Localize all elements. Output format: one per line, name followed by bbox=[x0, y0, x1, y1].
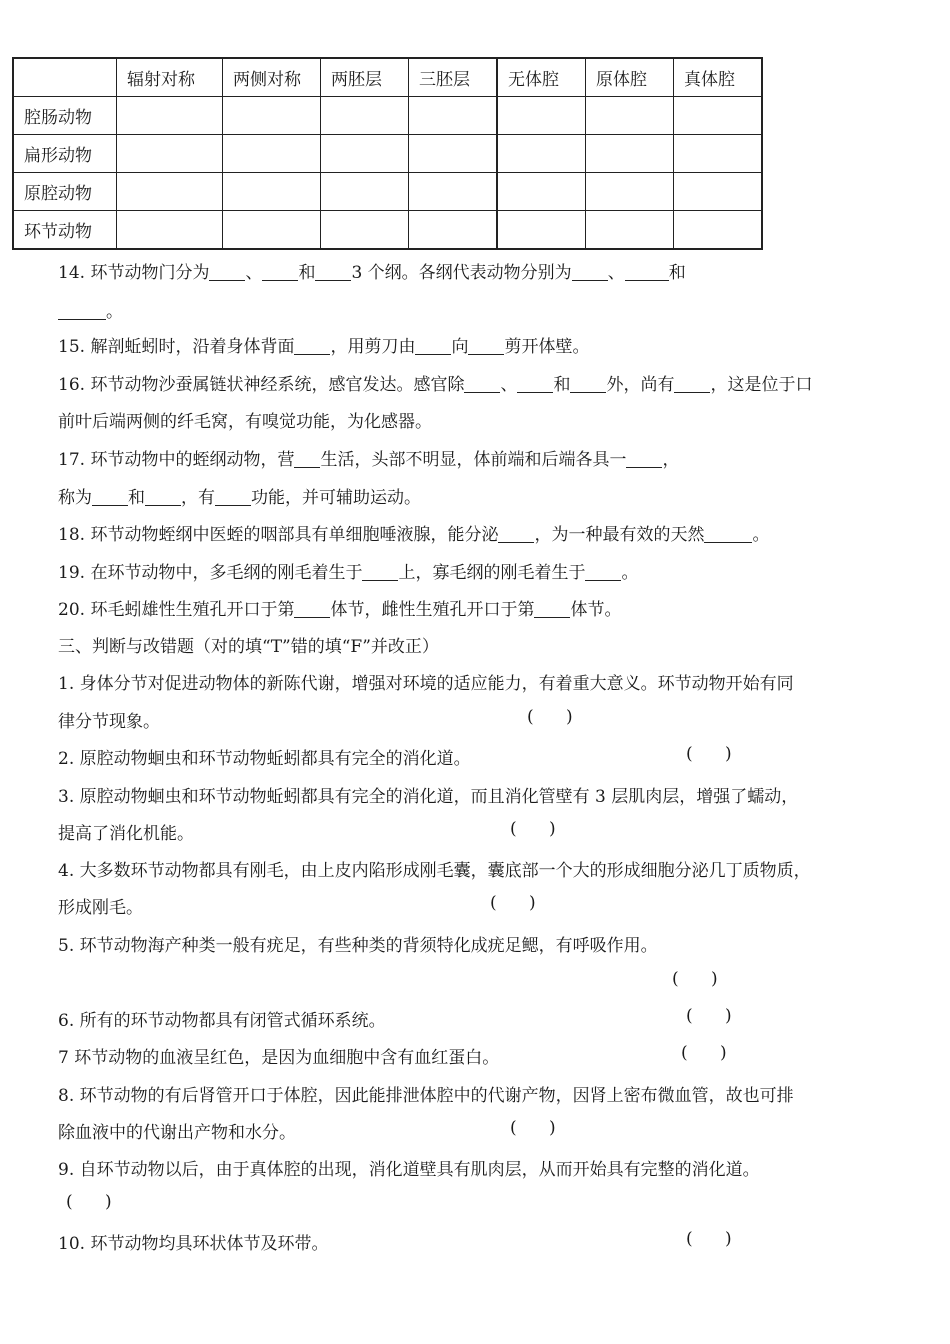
answer-parentheses[interactable]: ( ) bbox=[686, 1006, 732, 1026]
table-header-cell: 无体腔 bbox=[497, 58, 586, 97]
answer-parentheses[interactable]: ( ) bbox=[527, 707, 573, 727]
q18-text: 18. 环节动物蛭纲中医蛭的咽部具有单细胞唾液腺，能分泌 bbox=[58, 525, 499, 545]
table-cell[interactable] bbox=[409, 135, 498, 173]
table-cell[interactable] bbox=[497, 211, 586, 250]
q15-text: ，用剪刀由 bbox=[330, 337, 416, 357]
q16-text: 16. 环节动物沙蚕属链状神经系统，感官发达。感官除 bbox=[58, 375, 465, 395]
question-17 bbox=[58, 445, 679, 470]
judge-8-cont: 除血液中的代谢出产物和水分。 bbox=[58, 1123, 296, 1143]
table-cell[interactable] bbox=[409, 173, 498, 211]
judge-4: 4. 大多数环节动物都具有刚毛，由上皮内陷形成刚毛囊，囊底部一个大的形成细胞分泌几丁质物质， bbox=[58, 861, 811, 881]
answer-blank[interactable] bbox=[534, 599, 570, 618]
q14-text: 。 bbox=[106, 302, 123, 322]
q17-text: 功能，并可辅助运动。 bbox=[251, 488, 421, 508]
answer-parentheses[interactable]: ( ) bbox=[510, 819, 556, 839]
answer-blank[interactable] bbox=[572, 262, 608, 281]
question-17-cont bbox=[58, 483, 421, 508]
answer-blank[interactable] bbox=[294, 336, 330, 355]
q14-text: 、 bbox=[607, 263, 625, 283]
table-header-cell: 两胚层 bbox=[321, 58, 409, 97]
table-cell[interactable] bbox=[586, 97, 674, 135]
table-cell[interactable] bbox=[674, 97, 763, 135]
judge-9: 9. 自环节动物以后，由于真体腔的出现，消化道壁具有肌肉层，从而开始具有完整的消化道。 bbox=[58, 1160, 760, 1180]
table-header-cell: 三胚层 bbox=[409, 58, 498, 97]
table-header-cell: 真体腔 bbox=[674, 58, 763, 97]
q14-text: 、 bbox=[245, 263, 263, 283]
judge-3-cont: 提高了消化机能。 bbox=[58, 824, 194, 844]
q17-text: ， bbox=[662, 450, 680, 470]
q17-text: 生活，头部不明显，体前端和后端各具一 bbox=[320, 450, 627, 470]
q17-text: 称为 bbox=[58, 488, 92, 508]
table-cell[interactable] bbox=[409, 97, 498, 135]
q16-text: ，这是位于口 bbox=[710, 375, 813, 395]
answer-blank[interactable] bbox=[674, 374, 710, 393]
question-16-cont: 前叶后端两侧的纤毛窝，有嗅觉功能，为化感器。 bbox=[58, 412, 432, 432]
table-cell[interactable] bbox=[223, 135, 321, 173]
q20-text: 体节，雌性生殖孔开口于第 bbox=[330, 600, 535, 620]
answer-blank[interactable] bbox=[294, 449, 320, 468]
answer-blank[interactable] bbox=[215, 487, 251, 506]
question-15 bbox=[58, 332, 589, 357]
table-row-label: 环节动物 bbox=[13, 211, 117, 250]
answer-blank[interactable] bbox=[262, 262, 298, 281]
q14-text: 14. 环节动物门分为 bbox=[58, 263, 210, 283]
judge-1-cont: 律分节现象。 bbox=[58, 712, 160, 732]
q16-text: 、 bbox=[500, 375, 518, 395]
table-header-cell: 两侧对称 bbox=[223, 58, 321, 97]
table-header-cell bbox=[13, 58, 117, 97]
judge-5: 5. 环节动物海产种类一般有疣足，有些种类的背须特化成疣足鳃，有呼吸作用。 bbox=[58, 936, 658, 956]
table-cell[interactable] bbox=[321, 97, 409, 135]
table-cell[interactable] bbox=[223, 97, 321, 135]
q15-text: 向 bbox=[451, 337, 469, 357]
answer-blank[interactable] bbox=[625, 262, 669, 281]
q20-text: 20. 环毛蚓雄性生殖孔开口于第 bbox=[58, 600, 295, 620]
table-row bbox=[13, 173, 762, 211]
question-20 bbox=[58, 595, 621, 620]
table-cell[interactable] bbox=[674, 173, 763, 211]
q17-text: ，有 bbox=[181, 488, 215, 508]
answer-blank[interactable] bbox=[585, 562, 621, 581]
q18-text: ，为一种最有效的天然 bbox=[534, 525, 705, 545]
q15-text: 15. 解剖蚯蚓时，沿着身体背面 bbox=[58, 337, 295, 357]
table-cell[interactable] bbox=[223, 211, 321, 250]
answer-blank[interactable] bbox=[626, 449, 662, 468]
judge-2: 2. 原腔动物蛔虫和环节动物蚯蚓都具有完全的消化道。 bbox=[58, 749, 471, 769]
answer-blank[interactable] bbox=[570, 374, 606, 393]
answer-blank[interactable] bbox=[468, 336, 504, 355]
answer-parentheses[interactable]: ( ) bbox=[681, 1043, 727, 1063]
table-cell[interactable] bbox=[117, 211, 223, 250]
table-cell[interactable] bbox=[497, 135, 586, 173]
question-14-cont bbox=[58, 297, 123, 322]
table-header-cell: 原体腔 bbox=[586, 58, 674, 97]
answer-blank[interactable] bbox=[704, 524, 752, 543]
q17-text: 和 bbox=[128, 488, 145, 508]
q19-text: 。 bbox=[621, 563, 639, 583]
judge-10: 10. 环节动物均具环状体节及环带。 bbox=[58, 1234, 329, 1254]
q15-text: 剪开体壁。 bbox=[504, 337, 590, 357]
q17-text: 17. 环节动物中的蛭纲动物，营 bbox=[58, 450, 295, 470]
answer-blank[interactable] bbox=[58, 301, 106, 320]
section-3-title: 三、判断与改错题（对的填“T”错的填“F”并改正） bbox=[58, 637, 439, 657]
question-18 bbox=[58, 520, 769, 545]
question-16 bbox=[58, 370, 812, 395]
q14-text: 3 个纲。各纲代表动物分别为 bbox=[351, 263, 572, 283]
answer-parentheses[interactable]: ( ) bbox=[672, 969, 718, 989]
answer-blank[interactable] bbox=[415, 336, 451, 355]
table-row bbox=[13, 135, 762, 173]
q20-text: 体节。 bbox=[570, 600, 622, 620]
judge-8: 8. 环节动物的有后肾管开口于体腔，因此能排泄体腔中的代谢产物，因肾上密布微血管，故也可排 bbox=[58, 1086, 794, 1106]
q16-text: 和 bbox=[553, 375, 571, 395]
classification-table bbox=[12, 57, 763, 250]
judge-3: 3. 原腔动物蛔虫和环节动物蚯蚓都具有完全的消化道，而且消化管壁有 3 层肌肉层，增强了蠕动， bbox=[58, 787, 799, 807]
table-cell[interactable] bbox=[586, 173, 674, 211]
table-cell[interactable] bbox=[674, 211, 763, 250]
answer-blank[interactable] bbox=[209, 262, 245, 281]
table-cell[interactable] bbox=[223, 173, 321, 211]
answer-blank[interactable] bbox=[498, 524, 534, 543]
table-cell[interactable] bbox=[117, 97, 223, 135]
answer-blank[interactable] bbox=[362, 562, 398, 581]
table-header-cell: 辐射对称 bbox=[117, 58, 223, 97]
table-header-row bbox=[13, 58, 762, 97]
judge-4-cont: 形成刚毛。 bbox=[58, 898, 143, 918]
answer-blank[interactable] bbox=[92, 487, 128, 506]
q19-text: 上，寡毛纲的刚毛着生于 bbox=[398, 563, 586, 583]
table-row-label: 腔肠动物 bbox=[13, 97, 117, 135]
table-cell[interactable] bbox=[674, 135, 763, 173]
table-cell[interactable] bbox=[497, 173, 586, 211]
q14-text: 和 bbox=[668, 263, 686, 283]
answer-blank[interactable] bbox=[294, 599, 330, 618]
q14-text: 和 bbox=[298, 263, 316, 283]
q16-text: 外，尚有 bbox=[606, 375, 675, 395]
table-cell[interactable] bbox=[321, 135, 409, 173]
table-cell[interactable] bbox=[321, 173, 409, 211]
table-row-label: 扁形动物 bbox=[13, 135, 117, 173]
judge-6: 6. 所有的环节动物都具有闭管式循环系统。 bbox=[58, 1011, 386, 1031]
answer-blank[interactable] bbox=[315, 262, 351, 281]
q19-text: 19. 在环节动物中，多毛纲的刚毛着生于 bbox=[58, 563, 363, 583]
answer-blank[interactable] bbox=[145, 487, 181, 506]
answer-parentheses[interactable]: ( ) bbox=[686, 744, 732, 764]
answer-parentheses[interactable]: ( ) bbox=[510, 1118, 556, 1138]
table-cell[interactable] bbox=[409, 211, 498, 250]
table-cell[interactable] bbox=[117, 135, 223, 173]
table-cell[interactable] bbox=[321, 211, 409, 250]
answer-parentheses[interactable]: ( ) bbox=[490, 893, 536, 913]
question-14 bbox=[58, 258, 686, 283]
table-row-label: 原腔动物 bbox=[13, 173, 117, 211]
question-19 bbox=[58, 558, 638, 583]
table-row bbox=[13, 211, 762, 250]
table-cell[interactable] bbox=[117, 173, 223, 211]
q18-text: 。 bbox=[752, 525, 770, 545]
answer-blank[interactable] bbox=[464, 374, 500, 393]
answer-parentheses[interactable]: ( ) bbox=[686, 1229, 732, 1249]
table-row bbox=[13, 97, 762, 135]
answer-parentheses[interactable]: ( ) bbox=[66, 1192, 112, 1212]
table-cell[interactable] bbox=[497, 97, 586, 135]
table-cell[interactable] bbox=[586, 135, 674, 173]
judge-7: 7 环节动物的血液呈红色，是因为血细胞中含有血红蛋白。 bbox=[58, 1048, 500, 1068]
table-cell[interactable] bbox=[586, 211, 674, 250]
answer-blank[interactable] bbox=[517, 374, 553, 393]
judge-1: 1. 身体分节对促进动物体的新陈代谢，增强对环境的适应能力，有着重大意义。环节动物开始有同 bbox=[58, 674, 794, 694]
